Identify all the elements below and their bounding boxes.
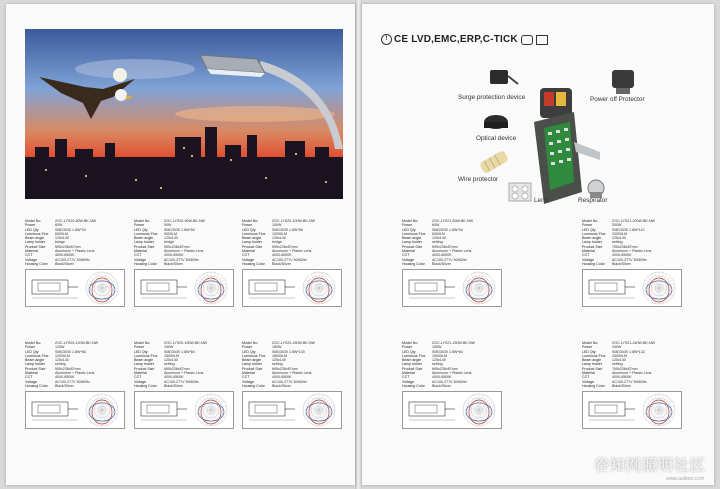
spec-row — [25, 384, 123, 388]
drawing-frame — [25, 391, 125, 429]
spec-key: Power — [402, 223, 413, 228]
spec-key: CCT — [582, 253, 590, 258]
spec-value: setting — [55, 362, 66, 367]
spec-value: AC100-277V 50/60Hz — [55, 257, 90, 262]
spec-sheet — [134, 341, 232, 388]
spec-key: LED Qty — [134, 349, 148, 354]
spec-value: 240W — [612, 345, 622, 350]
spec-table — [25, 341, 123, 388]
drawing-frame — [242, 391, 342, 429]
accessory-label: Wire protector — [458, 176, 499, 183]
left-page — [6, 4, 355, 485]
spec-value: setting — [272, 362, 283, 367]
certification-line — [381, 34, 548, 45]
spec-key: Model No. — [402, 219, 419, 223]
spec-key: Lamp holder — [25, 362, 45, 367]
spec-key: Model No. — [242, 219, 259, 223]
spec-table — [402, 341, 500, 388]
dimension-drawing — [135, 270, 233, 306]
spec-key: Power — [25, 223, 36, 228]
spec-key: Lamp holder — [402, 362, 422, 367]
spec-value: AC100-277V 50/60Hz — [432, 379, 467, 384]
spec-value: Aluminum + Plastic Lens — [55, 249, 95, 254]
spec-key: Voltage — [582, 257, 594, 262]
dimension-drawing — [26, 270, 124, 306]
spec-value: AC100-277V 50/60Hz — [272, 379, 307, 384]
spec-row — [134, 262, 232, 266]
spec-row — [402, 384, 500, 388]
spec-row — [242, 262, 340, 266]
spec-table — [25, 219, 123, 266]
spec-value: Black/Silver — [612, 383, 631, 388]
spec-key: Material — [402, 249, 415, 254]
spec-value: setting — [432, 240, 443, 245]
spec-value: Black/Silver — [272, 383, 291, 388]
spec-value: ZGC-LYS20-100W-BK-NW — [272, 219, 315, 223]
spec-value: 125x140 — [612, 358, 626, 363]
right-page — [362, 4, 714, 485]
spec-value: setting — [612, 362, 623, 367]
spec-value: 15000LM — [164, 353, 179, 358]
spec-key: Power — [582, 345, 593, 350]
spec-key: Housing Color — [25, 383, 48, 388]
spec-value: AC100-277V 50/60Hz — [432, 257, 467, 262]
spec-key: Voltage — [134, 257, 146, 262]
spec-key: Material — [582, 371, 595, 376]
spec-key: LED Qty — [582, 349, 596, 354]
spec-value: 125x140 — [164, 358, 178, 363]
spec-sheet — [242, 341, 340, 388]
spec-value: Black/Silver — [432, 383, 451, 388]
spec-value: ZGC-LYS21-240W-BK-NW — [612, 341, 655, 345]
spec-value: 795x236x87mm — [612, 244, 638, 249]
spec-key: Voltage — [582, 379, 594, 384]
spec-key: Product Size — [134, 244, 155, 249]
spec-key: LED Qty — [25, 349, 39, 354]
book-spine — [355, 0, 362, 489]
spec-value: ZGC-LYS20-180W-BK-NW — [272, 341, 315, 345]
spec-value: 4000-6500K — [612, 375, 632, 380]
spec-value: AC100-277V 50/60Hz — [55, 379, 90, 384]
spec-value: Black/Silver — [432, 261, 451, 266]
spec-key: LED Qty — [402, 227, 416, 232]
warning-icon: ! — [381, 34, 392, 45]
spec-key: Luminous Flux — [582, 231, 606, 236]
spec-key: CCT — [242, 375, 250, 380]
spec-key: Model No. — [25, 341, 42, 345]
spec-value: setting — [612, 240, 623, 245]
spec-key: Luminous Flux — [242, 353, 266, 358]
spec-sheet — [134, 219, 232, 266]
spec-key: Lamp holder — [582, 240, 602, 245]
spec-key: Lamp holder — [134, 362, 154, 367]
spec-value: Aluminum + Plastic Lens — [272, 249, 312, 254]
spec-value: 695x236x87mm — [432, 366, 458, 371]
drawing-frame — [242, 269, 342, 307]
spec-key: Luminous Flux — [242, 231, 266, 236]
spec-value: 595x236x87mm — [164, 244, 190, 249]
lens-image — [508, 182, 532, 202]
spec-value: Black/Silver — [612, 261, 631, 266]
spec-value: 125x140 — [55, 236, 69, 241]
spec-value: Aluminum + Plastic Lens — [55, 371, 95, 376]
spec-value: Aluminum + Plastic Lens — [432, 249, 472, 254]
wire-protector-image — [474, 148, 514, 176]
spec-value: 595x236x87mm — [55, 244, 81, 249]
spec-key: Product Size — [134, 366, 155, 371]
spec-key: Beam angle — [402, 236, 422, 241]
spec-value: 4000-6500K — [55, 253, 75, 258]
spec-value: 20000LM — [612, 231, 627, 236]
spec-key: Material — [582, 249, 595, 254]
spec-key: Material — [134, 249, 147, 254]
spec-table — [402, 219, 500, 266]
spec-value: AC100-277V 50/60Hz — [612, 379, 647, 384]
spec-value: 125x140 — [272, 358, 286, 363]
spec-value: 4000-6500K — [612, 253, 632, 258]
spec-value: 595x236x87mm — [432, 244, 458, 249]
spec-key: Power — [582, 223, 593, 228]
spec-key: Luminous Flux — [402, 353, 426, 358]
spec-value: 125x140 — [272, 236, 286, 241]
spec-key: Voltage — [25, 257, 37, 262]
spec-key: CCT — [242, 253, 250, 258]
spec-key: Lamp holder — [134, 240, 154, 245]
spec-key: Beam angle — [134, 236, 154, 241]
spec-key: Power — [242, 345, 253, 350]
spec-value: 150W — [432, 345, 442, 350]
drawing-frame — [402, 269, 502, 307]
spec-key: CCT — [134, 375, 142, 380]
spec-row — [582, 262, 680, 266]
spec-key: Product Size — [402, 366, 423, 371]
spec-key: Housing Color — [402, 383, 425, 388]
spec-value: 200W — [612, 223, 622, 228]
spec-row — [134, 384, 232, 388]
spec-value: AC100-277V 50/60Hz — [612, 257, 647, 262]
drawing-frame — [134, 269, 234, 307]
spec-sheet — [25, 341, 123, 388]
spec-value: 4000-6500K — [55, 375, 75, 380]
spec-value: 4000-6500K — [432, 253, 452, 258]
spec-value: Aluminum + Plastic Lens — [164, 249, 204, 254]
spec-value: ZGC-LYS20-150W-BK-NW — [164, 341, 207, 345]
accessory-label: Optical device — [476, 135, 517, 142]
spec-key: LED Qty — [242, 227, 256, 232]
accessory-label: Lens — [534, 197, 548, 204]
spec-value: bridge — [164, 240, 174, 245]
spec-key: CCT — [134, 253, 142, 258]
spec-key: Model No. — [134, 341, 151, 345]
spec-value: ZGC-LYS21-60W-BK-NW — [432, 219, 474, 223]
spec-value: 120W — [55, 345, 65, 350]
spec-value: 125x140 — [612, 236, 626, 241]
dimension-drawing — [135, 392, 233, 428]
spec-value: Aluminum + Plastic Lens — [612, 371, 652, 376]
spec-value: 125x140 — [432, 358, 446, 363]
spec-key: LED Qty — [134, 227, 148, 232]
spec-value: 4000-6500K — [272, 375, 292, 380]
spec-value: 100W — [272, 223, 282, 228]
spec-key: Lamp holder — [242, 240, 262, 245]
spec-key: Housing Color — [242, 261, 265, 266]
spec-table — [582, 341, 680, 388]
spec-value: ZGC-LYS20-120W-BK-NW — [55, 341, 98, 345]
spec-key: Voltage — [402, 257, 414, 262]
spec-key: Beam angle — [402, 358, 422, 363]
spec-value: 4000-6500K — [164, 375, 184, 380]
spec-key: Voltage — [25, 379, 37, 384]
dimension-drawing — [403, 392, 501, 428]
spec-key: Beam angle — [25, 236, 45, 241]
spec-key: Material — [25, 249, 38, 254]
spec-value: 180W — [272, 345, 282, 350]
spec-key: Product Size — [402, 244, 423, 249]
spec-key: Lamp holder — [582, 362, 602, 367]
spec-key: CCT — [582, 375, 590, 380]
spec-key: Beam angle — [242, 236, 262, 241]
spec-value: Black/Silver — [272, 261, 291, 266]
moon — [113, 68, 127, 82]
spec-key: Material — [25, 371, 38, 376]
spec-key: Luminous Flux — [25, 231, 49, 236]
spec-value: Aluminum + Plastic Lens — [432, 371, 472, 376]
spec-key: CCT — [25, 375, 33, 380]
spec-key: Beam angle — [134, 358, 154, 363]
spec-key: Voltage — [242, 379, 254, 384]
spec-key: Power — [242, 223, 253, 228]
spec-key: Model No. — [25, 219, 42, 223]
rohs-icon — [521, 35, 533, 45]
spec-value: ZGC-LYS20-90W-BK-NW — [164, 219, 206, 223]
spec-key: Model No. — [582, 219, 599, 223]
spec-value: 10000LM — [272, 231, 287, 236]
spec-value: 24000LM — [612, 353, 627, 358]
spec-table — [134, 341, 232, 388]
spec-value: SMD3030 1.8W*132 — [612, 349, 645, 354]
spec-key: Beam angle — [242, 358, 262, 363]
spec-value: SMD3030 1.8W*34 — [432, 227, 463, 232]
spec-key: Lamp holder — [242, 362, 262, 367]
spec-value: Black/Silver — [164, 261, 183, 266]
surge-protector-image — [482, 64, 522, 94]
spec-table — [134, 219, 232, 266]
spec-value: SMD3030 1.8W*34 — [55, 227, 86, 232]
spec-value: 15000LM — [432, 353, 447, 358]
spec-key: Luminous Flux — [134, 353, 158, 358]
spec-value: bridge — [272, 240, 282, 245]
accessory-label: Respirator — [578, 197, 608, 204]
spec-key: Model No. — [402, 341, 419, 345]
drawing-frame — [25, 269, 125, 307]
spec-key: Product Size — [25, 244, 46, 249]
spec-value: ZGC-LYS20-60W-BK-NW — [55, 219, 97, 223]
spec-value: 4000-6500K — [432, 375, 452, 380]
dimension-drawing — [243, 392, 341, 428]
power-protector-image — [604, 64, 644, 98]
spec-value: SMD3030 1.8W*66 — [55, 349, 86, 354]
spec-value: Aluminum + Plastic Lens — [164, 371, 204, 376]
spec-row — [25, 262, 123, 266]
spec-key: Beam angle — [582, 236, 602, 241]
spec-key: Beam angle — [25, 358, 45, 363]
spec-key: Power — [402, 345, 413, 350]
spec-key: Material — [402, 371, 415, 376]
spec-key: Housing Color — [25, 261, 48, 266]
spec-value: AC100-277V 50/60Hz — [164, 257, 199, 262]
spec-sheet — [582, 341, 680, 388]
spec-value: 4000-6500K — [272, 253, 292, 258]
spec-key: LED Qty — [25, 227, 39, 232]
spec-key: Luminous Flux — [582, 353, 606, 358]
accessory-label: Power off Protector — [590, 96, 645, 103]
spec-sheet — [582, 219, 680, 266]
spec-value: 125x140 — [164, 236, 178, 241]
spec-value: Aluminum + Plastic Lens — [612, 249, 652, 254]
spec-key: Material — [242, 371, 255, 376]
spec-key: LED Qty — [582, 227, 596, 232]
spec-value: bridge — [55, 240, 65, 245]
spec-table — [242, 341, 340, 388]
spec-value: 150W — [164, 345, 174, 350]
spec-value: 90W — [164, 223, 172, 228]
spec-key: Model No. — [242, 341, 259, 345]
dimension-drawing — [26, 392, 124, 428]
spec-key: Lamp holder — [25, 240, 45, 245]
dimension-drawing — [243, 270, 341, 306]
spec-key: Product Size — [242, 244, 263, 249]
spec-value: SMD3030 1.8W*100 — [272, 349, 305, 354]
spec-value: 125x140 — [55, 358, 69, 363]
watermark: 谷知网照明社区 — [593, 457, 706, 474]
spec-value: Black/Silver — [164, 383, 183, 388]
watermark-url: www.aalboo.com — [666, 476, 704, 482]
spec-key: Housing Color — [582, 261, 605, 266]
spec-value: ZGC-LYS21-200W-BK-NW — [612, 219, 655, 223]
spec-key: LED Qty — [242, 349, 256, 354]
spec-table — [582, 219, 680, 266]
spec-key: Power — [134, 345, 145, 350]
spec-value: 595x236x87mm — [55, 366, 81, 371]
spec-key: Product Size — [582, 366, 603, 371]
spec-value: SMD3030 1.8W*110 — [612, 227, 645, 232]
drawing-frame — [582, 391, 682, 429]
spec-key: Voltage — [402, 379, 414, 384]
spec-key: Housing Color — [134, 383, 157, 388]
spec-value: 695x236x87mm — [164, 366, 190, 371]
dimension-drawing — [403, 270, 501, 306]
hero-photo — [25, 29, 343, 199]
spec-value: AC100-277V 50/60Hz — [164, 379, 199, 384]
spec-key: Housing Color — [134, 261, 157, 266]
spec-value: 795x236x87mm — [612, 366, 638, 371]
spec-key: Product Size — [242, 366, 263, 371]
spec-sheet — [402, 219, 500, 266]
spec-sheet — [402, 341, 500, 388]
spec-key: Luminous Flux — [402, 231, 426, 236]
spec-table — [242, 219, 340, 266]
spec-key: Housing Color — [582, 383, 605, 388]
spec-value: SMD3030 1.8W*84 — [164, 349, 195, 354]
drawing-frame — [134, 391, 234, 429]
spec-value: Black/Silver — [55, 261, 74, 266]
drawing-frame — [402, 391, 502, 429]
spec-key: Luminous Flux — [25, 353, 49, 358]
spec-value: 60W — [55, 223, 63, 228]
spec-value: Aluminum + Plastic Lens — [272, 371, 312, 376]
dimension-drawing — [583, 392, 681, 428]
certification-text: CE LVD,EMC,ERP,C-TICK — [394, 34, 518, 46]
spec-value: SMD3030 1.8W*84 — [432, 349, 463, 354]
accessory-label: Surge protection device — [458, 94, 526, 101]
spec-row — [242, 384, 340, 388]
dimension-drawing — [583, 270, 681, 306]
spec-key: Voltage — [242, 257, 254, 262]
spec-key: Housing Color — [402, 261, 425, 266]
spec-value: setting — [432, 362, 443, 367]
spec-key: Housing Color — [242, 383, 265, 388]
spec-value: 18000LM — [272, 353, 287, 358]
spec-value: 6000LM — [55, 231, 68, 236]
spec-key: Material — [134, 371, 147, 376]
spec-value: Black/Silver — [55, 383, 74, 388]
spec-value: ZGC-LYS21-150W-BK-NW — [432, 341, 475, 345]
spec-key: Voltage — [134, 379, 146, 384]
spec-value: 60W — [432, 223, 440, 228]
spec-key: Model No. — [582, 341, 599, 345]
spec-value: 12000LM — [55, 353, 70, 358]
spec-value: 6000LM — [432, 231, 445, 236]
spec-sheet — [242, 219, 340, 266]
spec-sheet — [25, 219, 123, 266]
spec-value: SMD3030 1.8W*50 — [164, 227, 195, 232]
spec-key: Beam angle — [582, 358, 602, 363]
spec-row — [582, 384, 680, 388]
spec-key: LED Qty — [402, 349, 416, 354]
spec-value: 595x236x87mm — [272, 244, 298, 249]
spec-value: 695x236x87mm — [272, 366, 298, 371]
spec-key: CCT — [402, 375, 410, 380]
bin-icon — [536, 35, 548, 45]
spec-key: CCT — [402, 253, 410, 258]
spec-key: Product Size — [582, 244, 603, 249]
spec-key: Product Size — [25, 366, 46, 371]
optical-device-image — [476, 112, 516, 136]
spec-key: Power — [25, 345, 36, 350]
spec-value: 4000-6500K — [164, 253, 184, 258]
spec-key: Luminous Flux — [134, 231, 158, 236]
drawing-frame — [582, 269, 682, 307]
spec-value: AC100-277V 50/60Hz — [272, 257, 307, 262]
spec-value: 125x140 — [432, 236, 446, 241]
spec-key: Power — [134, 223, 145, 228]
spec-value: setting — [164, 362, 175, 367]
spec-key: Lamp holder — [402, 240, 422, 245]
spec-value: 9000LM — [164, 231, 177, 236]
spec-key: Model No. — [134, 219, 151, 223]
spec-row — [402, 262, 500, 266]
spec-value: SMD3030 1.8W*56 — [272, 227, 303, 232]
spec-key: Material — [242, 249, 255, 254]
spec-key: CCT — [25, 253, 33, 258]
